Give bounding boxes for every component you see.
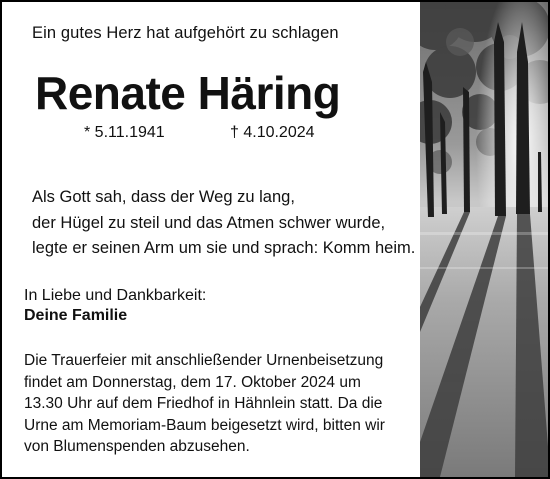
info-line: Die Trauerfeier mit anschließender Urnenbeisetzung (24, 352, 384, 369)
poem-line: Als Gott sah, dass der Weg zu lang, (32, 188, 295, 206)
intro-line: Ein gutes Herz hat aufgehört zu schlagen (32, 24, 339, 42)
thanks-line: In Liebe und Dankbarkeit: (24, 287, 207, 304)
family-signature: Deine Familie (24, 307, 128, 324)
info-line: findet am Donnerstag, dem 17. Oktober 2024 um (24, 373, 361, 391)
info-line: von Blumenspenden abzusehen. (24, 438, 250, 455)
info-line: 13.30 Uhr auf dem Friedhof in Hähnlein statt. Da die (24, 395, 383, 412)
trees-in-park-photo (420, 2, 550, 477)
text-column (2, 2, 420, 477)
birth-date: * 5.11.1941 (84, 124, 165, 141)
deceased-name: Renate Häring (35, 67, 341, 119)
death-date: † 4.10.2024 (230, 124, 315, 141)
poem-line: der Hügel zu steil und das Atmen schwer wurde, (32, 213, 386, 232)
funeral-info (24, 350, 385, 458)
park-image (420, 2, 550, 477)
poem-line: legte er seinen Arm um sie und sprach: Komm heim. (32, 239, 416, 257)
info-line: Urne am Memoriam-Baum beigesetzt wird, bitten wir (24, 416, 385, 434)
poem (32, 185, 415, 262)
